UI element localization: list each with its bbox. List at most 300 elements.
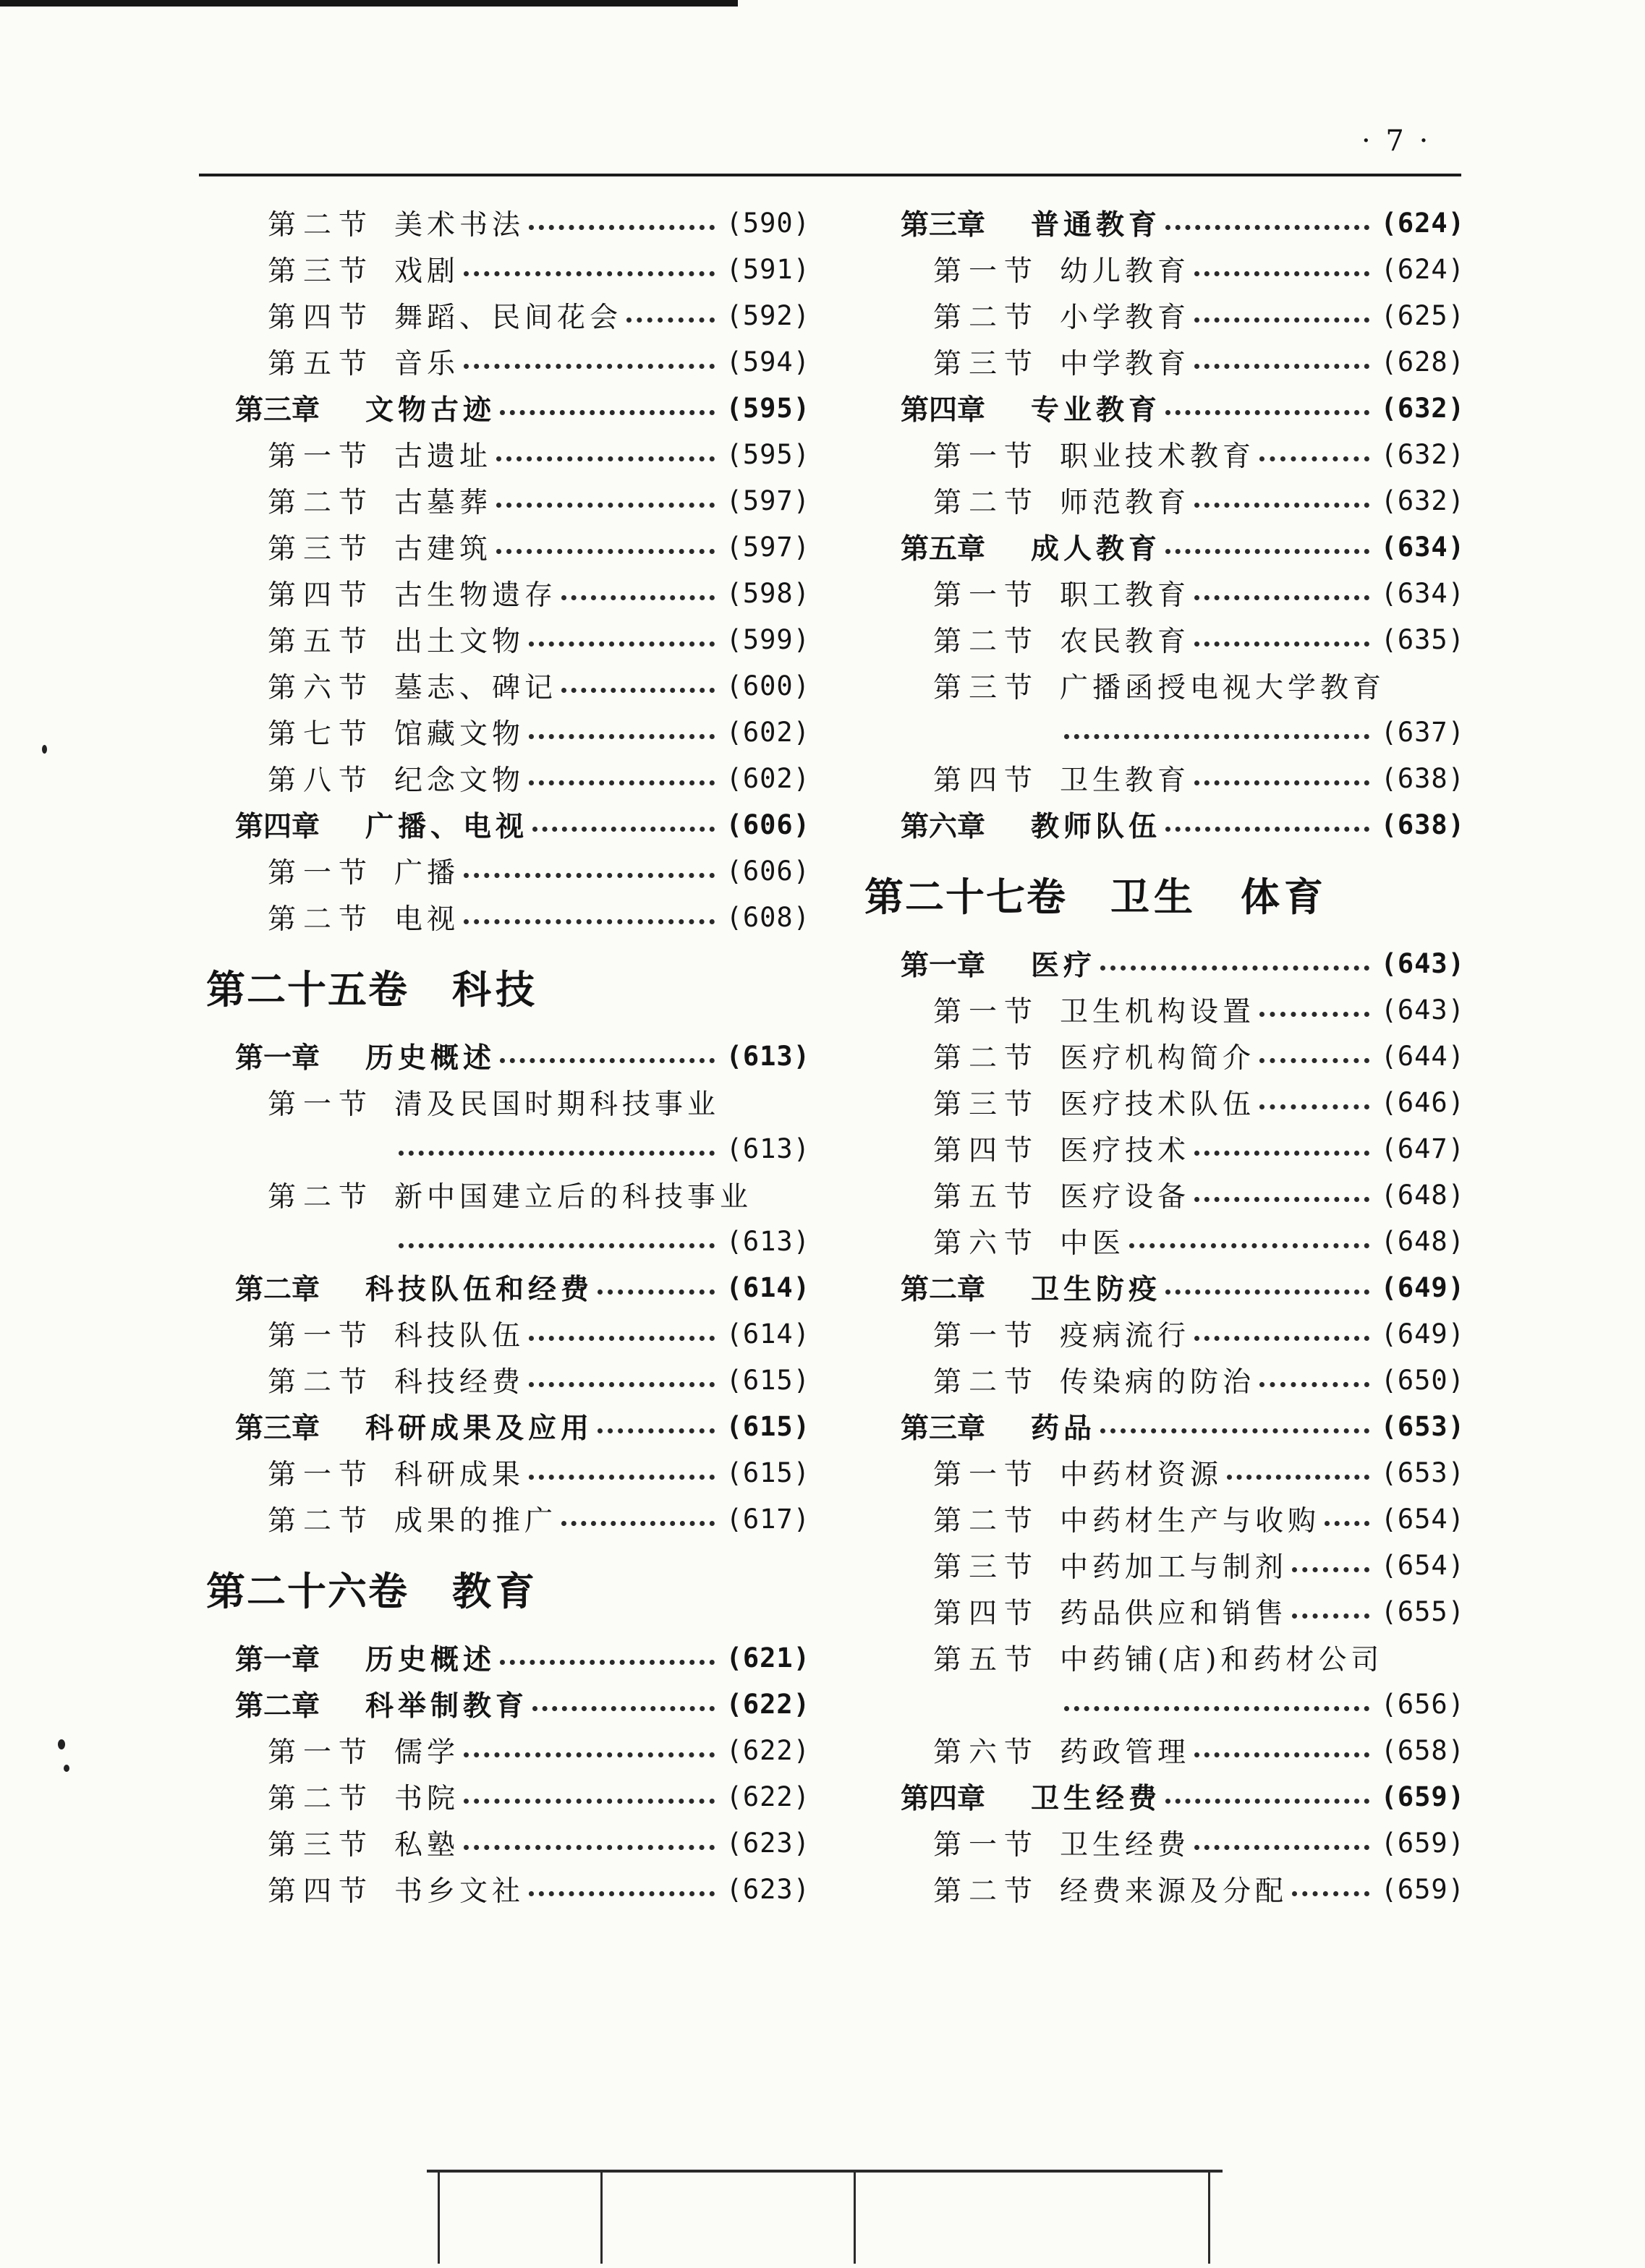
chapter-title: 广播、电视 — [365, 811, 529, 843]
section-title: 医疗技术 — [1060, 1135, 1191, 1167]
dot-leader — [1165, 1790, 1369, 1804]
dot-leader — [500, 1049, 715, 1063]
page-ref: (637) — [1380, 716, 1465, 748]
dot-leader — [500, 1651, 715, 1665]
toc-section-row — [864, 292, 1465, 338]
section-number: 第二节 — [933, 1875, 1040, 1908]
page-ref: (608) — [726, 901, 810, 933]
dot-leader — [1259, 1373, 1369, 1387]
section-number: 第一节 — [268, 1320, 375, 1352]
section-number: 第二节 — [933, 1505, 1040, 1538]
dot-leader — [1259, 448, 1369, 461]
toc-chapter-row — [199, 1634, 810, 1681]
chapter-number: 第一章 — [235, 1042, 320, 1075]
section-title: 中药材资源 — [1060, 1459, 1223, 1491]
section-title: 卫生机构设置 — [1060, 996, 1256, 1028]
page-ref: (622) — [726, 1781, 810, 1812]
section-number: 第四节 — [933, 1135, 1040, 1167]
toc-section-row — [199, 1079, 810, 1125]
volume-number: 第二十六卷 — [206, 1568, 409, 1614]
page-ref: (615) — [726, 1457, 810, 1488]
dot-leader — [1259, 1003, 1369, 1017]
section-title: 中学教育 — [1060, 348, 1191, 380]
chapter-title: 历史概述 — [365, 1042, 496, 1075]
volume-number: 第二十五卷 — [206, 966, 409, 1012]
volume-heading — [206, 1542, 810, 1634]
dot-leader — [1165, 818, 1369, 832]
dot-leader — [1100, 1420, 1369, 1433]
page-ref: (638) — [1380, 809, 1465, 840]
dot-leader — [598, 1281, 715, 1295]
volume-number: 第二十七卷 — [864, 874, 1067, 920]
page-number: · 7 · — [1361, 124, 1432, 158]
dot-leader — [529, 1883, 715, 1896]
section-title: 私塾 — [394, 1829, 460, 1862]
toc-section-row — [199, 431, 810, 477]
toc-section-row — [864, 1079, 1465, 1125]
section-number: 第一节 — [933, 1459, 1040, 1491]
section-number: 第三节 — [268, 533, 375, 566]
section-title: 师范教育 — [1060, 487, 1191, 519]
chapter-title: 文物古迹 — [365, 394, 496, 427]
page-ref: (594) — [726, 346, 810, 378]
dot-leader — [1194, 587, 1369, 600]
dot-leader — [561, 679, 715, 693]
page-ref: (653) — [1380, 1457, 1465, 1488]
page-ref: (643) — [1380, 994, 1465, 1026]
toc-chapter-row — [199, 385, 810, 431]
scan-edge-bar — [0, 0, 738, 7]
page-ref: (644) — [1380, 1040, 1465, 1072]
toc-section-row — [864, 1588, 1465, 1634]
page-ref: (613) — [726, 1040, 810, 1072]
section-number: 第六节 — [268, 672, 375, 704]
chapter-number: 第一章 — [235, 1644, 320, 1676]
section-number: 第三节 — [933, 1551, 1040, 1584]
section-title: 广播 — [394, 857, 460, 890]
dot-leader — [464, 1790, 715, 1804]
page-ref: (654) — [1380, 1503, 1465, 1535]
toc-section-row — [864, 1542, 1465, 1588]
toc-chapter-row — [864, 1773, 1465, 1820]
section-number: 第二节 — [268, 1181, 375, 1214]
scan-speck — [42, 745, 47, 754]
toc-right-column — [864, 200, 1465, 1912]
chapter-number: 第三章 — [235, 1412, 320, 1445]
section-title: 美术书法 — [394, 209, 525, 242]
section-number: 第五节 — [268, 626, 375, 658]
dot-leader — [1194, 309, 1369, 323]
page-ref: (647) — [1380, 1133, 1465, 1164]
dot-leader — [561, 587, 715, 600]
dot-leader — [1100, 957, 1369, 971]
toc-chapter-row — [199, 801, 810, 848]
page-ref: (600) — [726, 670, 810, 702]
page-ref: (597) — [726, 531, 810, 563]
dot-leader — [1194, 355, 1369, 369]
chapter-number: 第四章 — [235, 811, 320, 843]
page-ref: (598) — [726, 577, 810, 609]
toc-section-row — [864, 1866, 1465, 1912]
toc-continuation-row — [199, 1125, 810, 1172]
toc-chapter-row — [864, 385, 1465, 431]
scan-speck — [58, 1739, 65, 1749]
section-number: 第一节 — [268, 1088, 375, 1121]
chapter-title: 普通教育 — [1031, 209, 1162, 242]
volume-heading — [864, 848, 1465, 940]
dot-leader — [1165, 401, 1369, 415]
section-number: 第一节 — [933, 1829, 1040, 1862]
toc-section-row — [199, 1866, 810, 1912]
page-ref: (606) — [726, 809, 810, 840]
toc-section-row — [864, 986, 1465, 1033]
section-title: 职业技术教育 — [1060, 440, 1256, 473]
dot-leader — [598, 1420, 715, 1433]
section-number: 第一节 — [268, 1459, 375, 1491]
dot-leader — [529, 1327, 715, 1341]
dot-leader — [496, 494, 715, 508]
toc-section-row — [199, 570, 810, 616]
chapter-title: 卫生防疫 — [1031, 1274, 1162, 1306]
page-ref: (632) — [1380, 392, 1465, 424]
section-number: 第二节 — [933, 1042, 1040, 1075]
page-ref: (599) — [726, 623, 810, 655]
section-title: 电视 — [394, 903, 460, 936]
section-title: 卫生教育 — [1060, 764, 1191, 797]
page-ref: (650) — [1380, 1364, 1465, 1396]
toc-chapter-row — [199, 1403, 810, 1449]
section-title: 药品供应和销售 — [1060, 1598, 1288, 1630]
page-ref: (617) — [726, 1503, 810, 1535]
dot-leader — [529, 216, 715, 230]
toc-section-row — [199, 755, 810, 801]
section-title: 舞蹈、民间花会 — [394, 302, 623, 334]
toc-continuation-row — [199, 1218, 810, 1264]
page-ref: (623) — [726, 1873, 810, 1905]
page-ref: (622) — [726, 1734, 810, 1766]
toc-continuation-row — [864, 709, 1465, 755]
chapter-title: 成人教育 — [1031, 533, 1162, 566]
section-number: 第五节 — [933, 1644, 1040, 1676]
page-ref: (658) — [1380, 1734, 1465, 1766]
chapter-title: 医疗 — [1031, 950, 1097, 982]
toc-section-row — [864, 570, 1465, 616]
dot-leader — [399, 1142, 715, 1156]
section-number: 第四节 — [268, 1875, 375, 1908]
section-title: 医疗技术队伍 — [1060, 1088, 1256, 1121]
dot-leader — [1165, 1281, 1369, 1295]
chapter-title: 历史概述 — [365, 1644, 496, 1676]
section-number: 第二节 — [933, 302, 1040, 334]
section-number: 第四节 — [933, 1598, 1040, 1630]
section-number: 第四节 — [268, 579, 375, 612]
page-ref: (653) — [1380, 1410, 1465, 1442]
section-number: 第二节 — [268, 1366, 375, 1399]
toc-section-row — [864, 1310, 1465, 1357]
toc-section-row — [199, 1172, 810, 1218]
section-number: 第三节 — [933, 1088, 1040, 1121]
section-title: 幼儿教育 — [1060, 255, 1191, 288]
section-number: 第二节 — [268, 903, 375, 936]
section-number: 第六节 — [933, 1227, 1040, 1260]
section-title: 广播函授电视大学教育 — [1060, 672, 1386, 704]
toc-section-row — [199, 1357, 810, 1403]
toc-left-column — [199, 200, 810, 1912]
chapter-title: 科举制教育 — [365, 1690, 529, 1723]
section-title: 药政管理 — [1060, 1736, 1191, 1769]
section-number: 第二节 — [268, 1783, 375, 1815]
toc-chapter-row — [864, 200, 1465, 246]
dot-leader — [1194, 494, 1369, 508]
toc-section-row — [864, 755, 1465, 801]
section-number: 第五节 — [933, 1181, 1040, 1214]
toc-section-row — [864, 616, 1465, 662]
section-title: 古生物遗存 — [394, 579, 558, 612]
page-ref: (591) — [726, 253, 810, 285]
toc-chapter-row — [864, 940, 1465, 986]
dot-leader — [1129, 1235, 1369, 1248]
toc-chapter-row — [199, 1264, 810, 1310]
toc-section-row — [199, 709, 810, 755]
page-ref: (624) — [1380, 207, 1465, 239]
page-ref: (646) — [1380, 1086, 1465, 1118]
section-number: 第五节 — [268, 348, 375, 380]
section-title: 戏剧 — [394, 255, 460, 288]
page-ref: (649) — [1380, 1271, 1465, 1303]
section-title: 儒学 — [394, 1736, 460, 1769]
chapter-title: 科研成果及应用 — [365, 1412, 594, 1445]
page-ref: (592) — [726, 299, 810, 331]
chapter-number: 第二章 — [235, 1690, 320, 1723]
section-title: 传染病的防治 — [1060, 1366, 1256, 1399]
toc-section-row — [199, 292, 810, 338]
dot-leader — [500, 401, 715, 415]
dot-leader — [1194, 1142, 1369, 1156]
chapter-number: 第四章 — [901, 394, 986, 427]
dot-leader — [1292, 1559, 1369, 1572]
dot-leader — [464, 864, 715, 878]
page-ref: (595) — [726, 392, 810, 424]
toc-chapter-row — [864, 801, 1465, 848]
section-title: 经费来源及分配 — [1060, 1875, 1288, 1908]
volume-title: 教育 — [452, 1568, 539, 1614]
section-title: 古建筑 — [394, 533, 493, 566]
chapter-number: 第三章 — [235, 394, 320, 427]
toc-chapter-row — [864, 1403, 1465, 1449]
section-number: 第二节 — [268, 209, 375, 242]
toc-section-row — [199, 662, 810, 709]
header-rule — [199, 174, 1461, 176]
toc-section-row — [864, 1820, 1465, 1866]
toc-section-row — [864, 662, 1465, 709]
section-title: 科技队伍 — [394, 1320, 525, 1352]
section-number: 第二节 — [933, 1366, 1040, 1399]
toc-section-row — [199, 1727, 810, 1773]
dot-leader — [1194, 263, 1369, 276]
section-number: 第二节 — [268, 487, 375, 519]
page-ref: (635) — [1380, 623, 1465, 655]
section-number: 第一节 — [933, 1320, 1040, 1352]
dot-leader — [464, 911, 715, 924]
page-ref: (656) — [1380, 1688, 1465, 1720]
dot-leader — [1259, 1049, 1369, 1063]
dot-leader — [1194, 772, 1369, 785]
section-title: 中药铺(店)和药材公司 — [1060, 1644, 1384, 1676]
dot-leader — [532, 818, 715, 832]
section-title: 科技经费 — [394, 1366, 525, 1399]
toc-section-row — [864, 246, 1465, 292]
chapter-number: 第二章 — [235, 1274, 320, 1306]
scan-mark — [854, 2170, 856, 2264]
dot-leader — [399, 1235, 715, 1248]
page-ref: (602) — [726, 762, 810, 794]
section-number: 第四节 — [268, 302, 375, 334]
section-title: 清及民国时期科技事业 — [394, 1088, 721, 1121]
dot-leader — [464, 1836, 715, 1850]
page-ref: (614) — [726, 1318, 810, 1350]
chapter-title: 药品 — [1031, 1412, 1097, 1445]
page-ref: (659) — [1380, 1781, 1465, 1812]
dot-leader — [529, 1373, 715, 1387]
section-title: 医疗设备 — [1060, 1181, 1191, 1214]
page-ref: (615) — [726, 1410, 810, 1442]
dot-leader — [1194, 1836, 1369, 1850]
dot-leader — [1292, 1605, 1369, 1619]
toc-section-row — [199, 1496, 810, 1542]
dot-leader — [496, 448, 715, 461]
scan-bottom-line — [427, 2170, 1223, 2173]
dot-leader — [464, 355, 715, 369]
chapter-number: 第二章 — [901, 1274, 986, 1306]
volume-title: 科技 — [452, 966, 539, 1012]
toc-section-row — [199, 848, 810, 894]
section-title: 纪念文物 — [394, 764, 525, 797]
dot-leader — [1325, 1512, 1369, 1526]
toc-chapter-row — [864, 524, 1465, 570]
section-title: 出土文物 — [394, 626, 525, 658]
dot-leader — [532, 1697, 715, 1711]
section-title: 中医 — [1060, 1227, 1126, 1260]
dot-leader — [1064, 725, 1369, 739]
dot-leader — [1259, 1096, 1369, 1109]
toc-section-row — [199, 1310, 810, 1357]
section-title: 疫病流行 — [1060, 1320, 1191, 1352]
page-ref: (648) — [1380, 1225, 1465, 1257]
section-title: 农民教育 — [1060, 626, 1191, 658]
section-title: 中药材生产与收购 — [1060, 1505, 1321, 1538]
page-ref: (632) — [1380, 485, 1465, 516]
chapter-number: 第三章 — [901, 1412, 986, 1445]
section-number: 第三节 — [268, 1829, 375, 1862]
page-ref: (602) — [726, 716, 810, 748]
dot-leader — [1064, 1697, 1369, 1711]
toc-section-row — [199, 246, 810, 292]
toc-section-row — [199, 338, 810, 385]
section-number: 第三节 — [933, 672, 1040, 704]
page-ref: (659) — [1380, 1873, 1465, 1905]
toc-chapter-row — [199, 1681, 810, 1727]
chapter-number: 第一章 — [901, 950, 986, 982]
section-title: 成果的推广 — [394, 1505, 558, 1538]
toc-section-row — [199, 1820, 810, 1866]
chapter-number: 第四章 — [901, 1783, 986, 1815]
section-title: 墓志、碑记 — [394, 672, 558, 704]
dot-leader — [464, 1744, 715, 1757]
page-ref: (595) — [726, 438, 810, 470]
chapter-number: 第三章 — [901, 209, 986, 242]
page-ref: (613) — [726, 1133, 810, 1164]
scan-bottom-marks — [427, 2170, 1223, 2264]
page-ref: (621) — [726, 1642, 810, 1674]
chapter-title: 专业教育 — [1031, 394, 1162, 427]
section-title: 书院 — [394, 1783, 460, 1815]
section-title: 音乐 — [394, 348, 460, 380]
page-ref: (613) — [726, 1225, 810, 1257]
toc-section-row — [864, 1172, 1465, 1218]
section-number: 第一节 — [268, 857, 375, 890]
section-number: 第一节 — [268, 440, 375, 473]
section-number: 第一节 — [933, 579, 1040, 612]
toc-section-row — [199, 1449, 810, 1496]
section-number: 第八节 — [268, 764, 375, 797]
toc-section-row — [199, 1773, 810, 1820]
section-number: 第三节 — [268, 255, 375, 288]
dot-leader — [1194, 1327, 1369, 1341]
page-ref: (597) — [726, 485, 810, 516]
page-ref: (649) — [1380, 1318, 1465, 1350]
page-ref: (606) — [726, 855, 810, 887]
volume-title: 卫生 体育 — [1110, 874, 1327, 920]
toc-section-row — [864, 1449, 1465, 1496]
page-ref: (655) — [1380, 1595, 1465, 1627]
toc-continuation-row — [864, 1681, 1465, 1727]
dot-leader — [1165, 540, 1369, 554]
chapter-title: 科技队伍和经费 — [365, 1274, 594, 1306]
toc-section-row — [864, 338, 1465, 385]
toc-section-row — [864, 1218, 1465, 1264]
toc-chapter-row — [199, 1033, 810, 1079]
chapter-title: 卫生经费 — [1031, 1783, 1162, 1815]
toc-section-row — [199, 894, 810, 940]
toc-section-row — [864, 1125, 1465, 1172]
toc-section-row — [199, 524, 810, 570]
dot-leader — [1194, 633, 1369, 647]
dot-leader — [529, 633, 715, 647]
dot-leader — [1165, 216, 1369, 230]
toc-section-row — [199, 477, 810, 524]
scan-mark — [438, 2170, 440, 2264]
dot-leader — [529, 772, 715, 785]
dot-leader — [1227, 1466, 1369, 1480]
page-ref: (638) — [1380, 762, 1465, 794]
section-number: 第一节 — [268, 1736, 375, 1769]
page-ref: (625) — [1380, 299, 1465, 331]
toc-section-row — [864, 1357, 1465, 1403]
toc-section-row — [864, 477, 1465, 524]
section-title: 中药加工与制剂 — [1060, 1551, 1288, 1584]
section-number: 第一节 — [933, 440, 1040, 473]
dot-leader — [626, 309, 715, 323]
section-number: 第六节 — [933, 1736, 1040, 1769]
page-ref: (643) — [1380, 947, 1465, 979]
toc-section-row — [199, 616, 810, 662]
dot-leader — [561, 1512, 715, 1526]
toc-chapter-row — [864, 1264, 1465, 1310]
dot-leader — [1194, 1188, 1369, 1202]
chapter-number: 第六章 — [901, 811, 986, 843]
section-title: 馆藏文物 — [394, 718, 525, 751]
scan-mark — [1208, 2170, 1210, 2264]
